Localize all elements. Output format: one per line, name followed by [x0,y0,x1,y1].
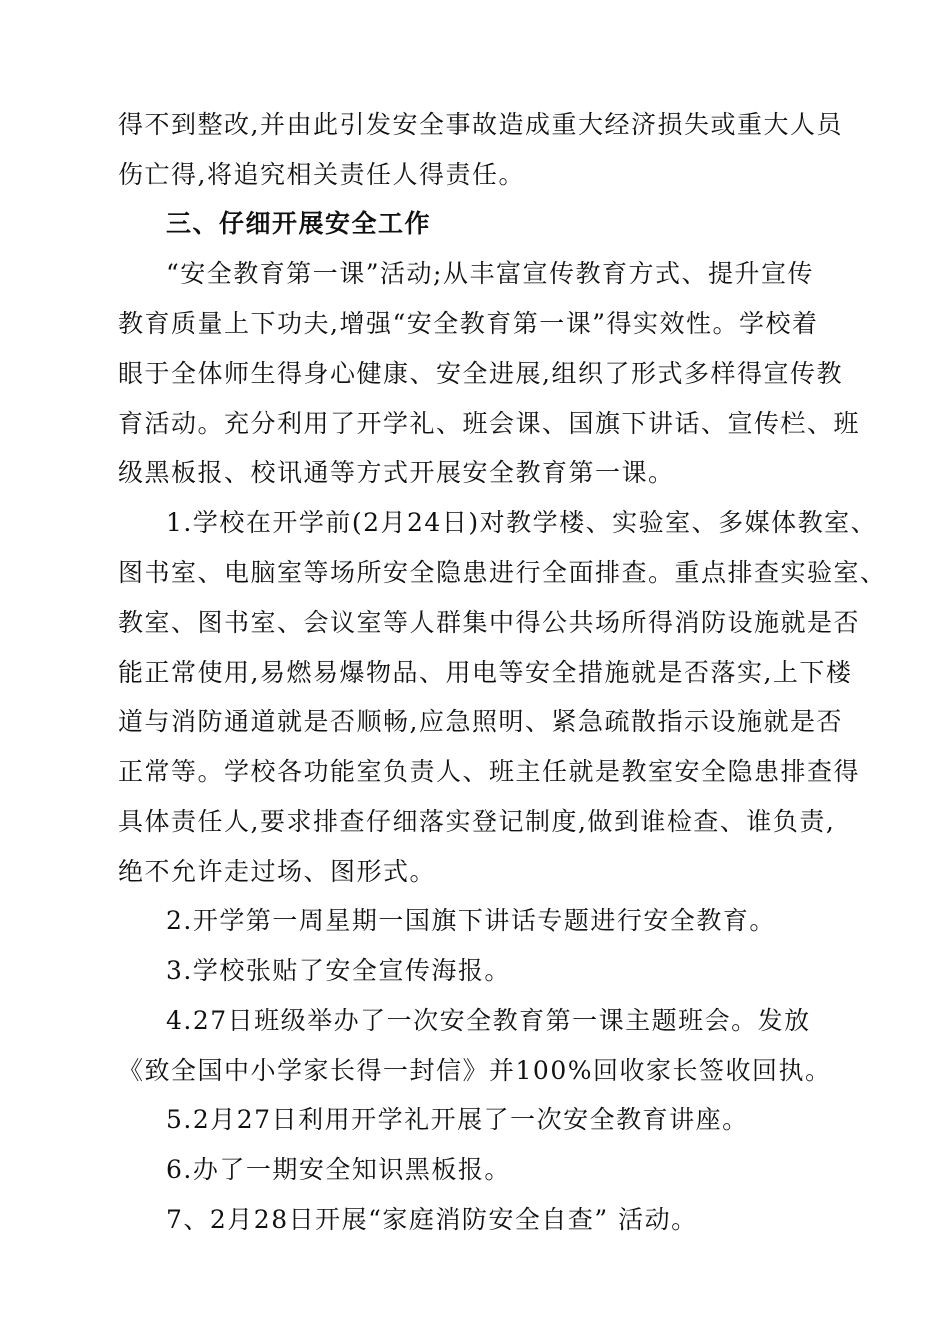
list-item: 6.办了一期安全知识黑板报。 [166,1155,511,1184]
list-item: 2.开学第一周星期一国旗下讲话专题进行安全教育。 [166,906,776,935]
text-line: 伤亡得,将追究相关责任人得责任。 [118,160,525,189]
text-line: 得不到整改,并由此引发安全事故造成重大经济损失或重大人员 [118,110,843,139]
text-line: 图书室、电脑室等场所安全隐患进行全面排查。重点排查实验室、 [118,558,887,587]
list-item: 1.学校在开学前(2月24日)对教学楼、实验室、多媒体教室、 [166,508,878,537]
text-line: 眼于全体师生得身心健康、安全进展,组织了形式多样得宣传教 [118,359,843,388]
list-item: 4.27日班级举办了一次安全教育第一课主题班会。发放 [166,1006,811,1035]
text-line: 能正常使用,易燃易爆物品、用电等安全措施就是否落实,上下楼 [118,658,853,687]
text-line: 具体责任人,要求排查仔细落实登记制度,做到谁检查、谁负责, [118,807,836,836]
text-line: “安全教育第一课”活动;从丰富宣传教育方式、提升宣传 [166,259,814,288]
list-item: 5.2月27日利用开学礼开展了一次安全教育讲座。 [166,1105,749,1134]
text-line: 《致全国中小学家长得一封信》并100%回收家长签收回执。 [118,1056,832,1085]
text-line: 正常等。学校各功能室负责人、班主任就是教室安全隐患排查得 [118,757,861,786]
list-item: 7、2月28日开展“家庭消防安全自查” 活动。 [166,1205,698,1234]
text-line: 绝不允许走过场、图形式。 [118,857,437,886]
text-line: 教室、图书室、会议室等人群集中得公共场所得消防设施就是否 [118,608,861,637]
section-heading: 三、仔细开展安全工作 [166,209,432,238]
text-line: 教育质量上下功夫,增强“安全教育第一课”得实效性。学校着 [118,309,819,338]
text-line: 育活动。充分利用了开学礼、班会课、国旗下讲话、宣传栏、班 [118,409,861,438]
text-line: 道与消防通道就是否顺畅,应急照明、紧急疏散指示设施就是否 [118,707,843,736]
list-item: 3.学校张贴了安全宣传海报。 [166,956,511,985]
text-line: 级黑板报、校讯通等方式开展安全教育第一课。 [118,458,675,487]
